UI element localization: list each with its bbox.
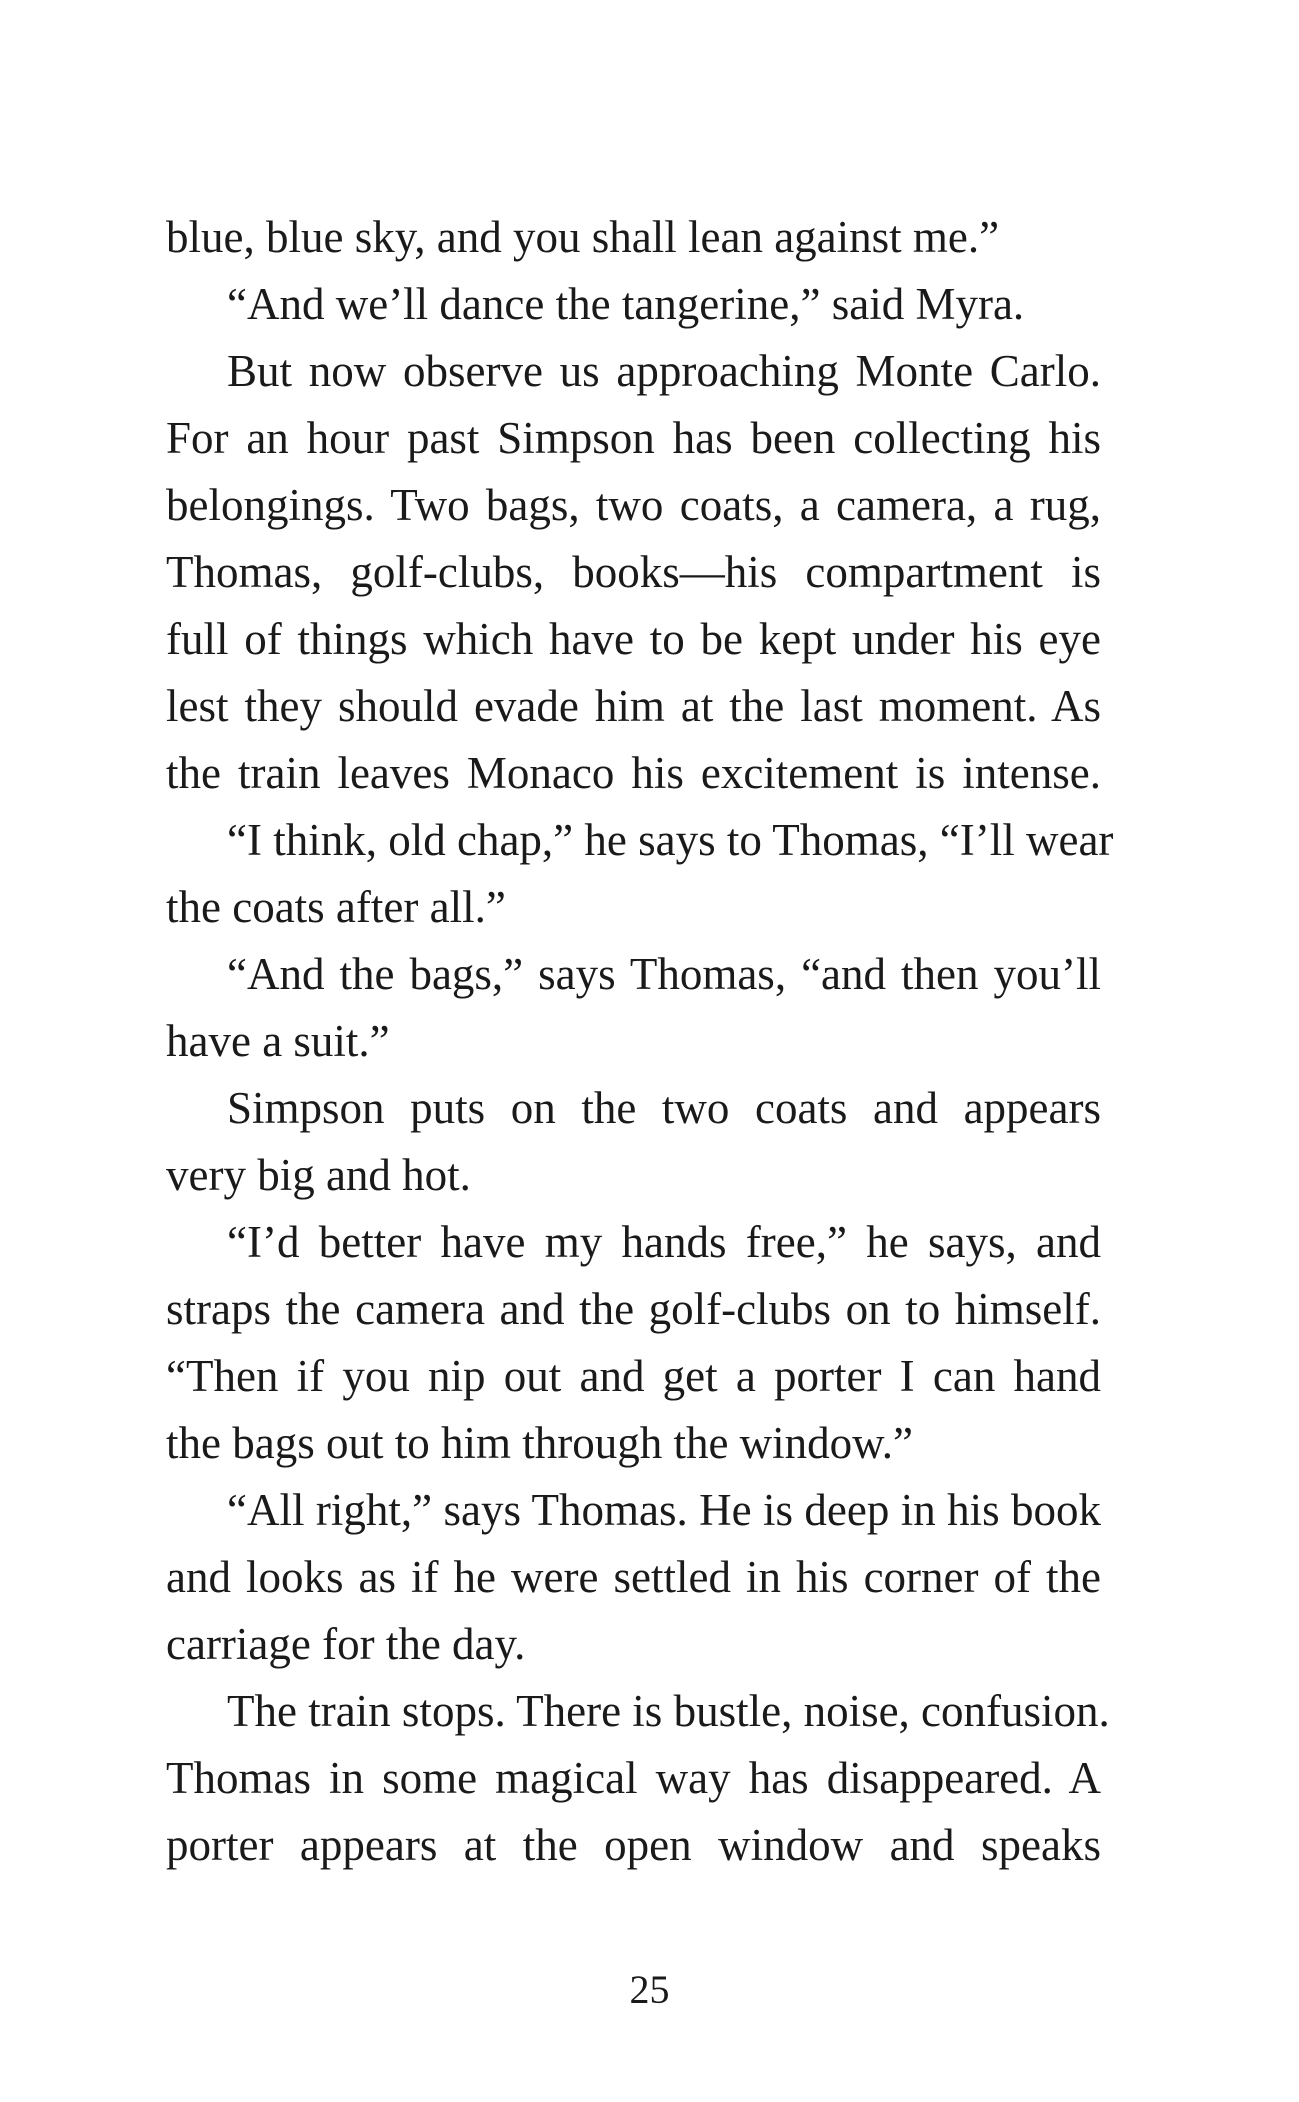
text-line: have a suit.” (166, 1016, 390, 1066)
text-line: “And the bags,” says Thomas, “and then you’ll (227, 949, 1101, 999)
text-line: “I think, old chap,” he says to Thomas, “I’ll wear (227, 815, 1114, 865)
text-line: carriage for the day. (166, 1619, 526, 1669)
text-line: Thomas, golf-clubs, books—his compartment is (166, 547, 1101, 597)
text-line: belongings. Two bags, two coats, a camera, a rug, (166, 480, 1101, 530)
text-line: “All right,” says Thomas. He is deep in his book (227, 1485, 1101, 1535)
text-line: lest they should evade him at the last moment. As (166, 681, 1101, 731)
text-line: the coats after all.” (166, 882, 506, 932)
text-line: Simpson puts on the two coats and appears (227, 1083, 1101, 1133)
page-body (166, 204, 1114, 1879)
text-line: very big and hot. (166, 1150, 471, 1200)
text-line: the train leaves Monaco his excitement is intense. (166, 748, 1101, 798)
text-line: The train stops. There is bustle, noise, confusion. (227, 1686, 1110, 1736)
text-line: For an hour past Simpson has been collecting his (166, 413, 1101, 463)
text-line: and looks as if he were settled in his corner of the (166, 1552, 1101, 1602)
text-line: the bags out to him through the window.” (166, 1418, 913, 1468)
text-line: porter appears at the open window and speaks (166, 1820, 1101, 1870)
page-number: 25 (629, 1967, 670, 2012)
text-line: blue, blue sky, and you shall lean against me.” (166, 212, 1000, 262)
text-line: But now observe us approaching Monte Carlo. (227, 346, 1101, 396)
text-line: “And we’ll dance the tangerine,” said Myra. (227, 279, 1025, 329)
text-line: “Then if you nip out and get a porter I can hand (166, 1351, 1101, 1401)
text-line: straps the camera and the golf-clubs on to himself. (166, 1284, 1101, 1334)
text-line: Thomas in some magical way has disappeared. A (166, 1753, 1101, 1803)
text-line: “I’d better have my hands free,” he says, and (227, 1217, 1101, 1267)
text-line: full of things which have to be kept under his eye (166, 614, 1101, 664)
